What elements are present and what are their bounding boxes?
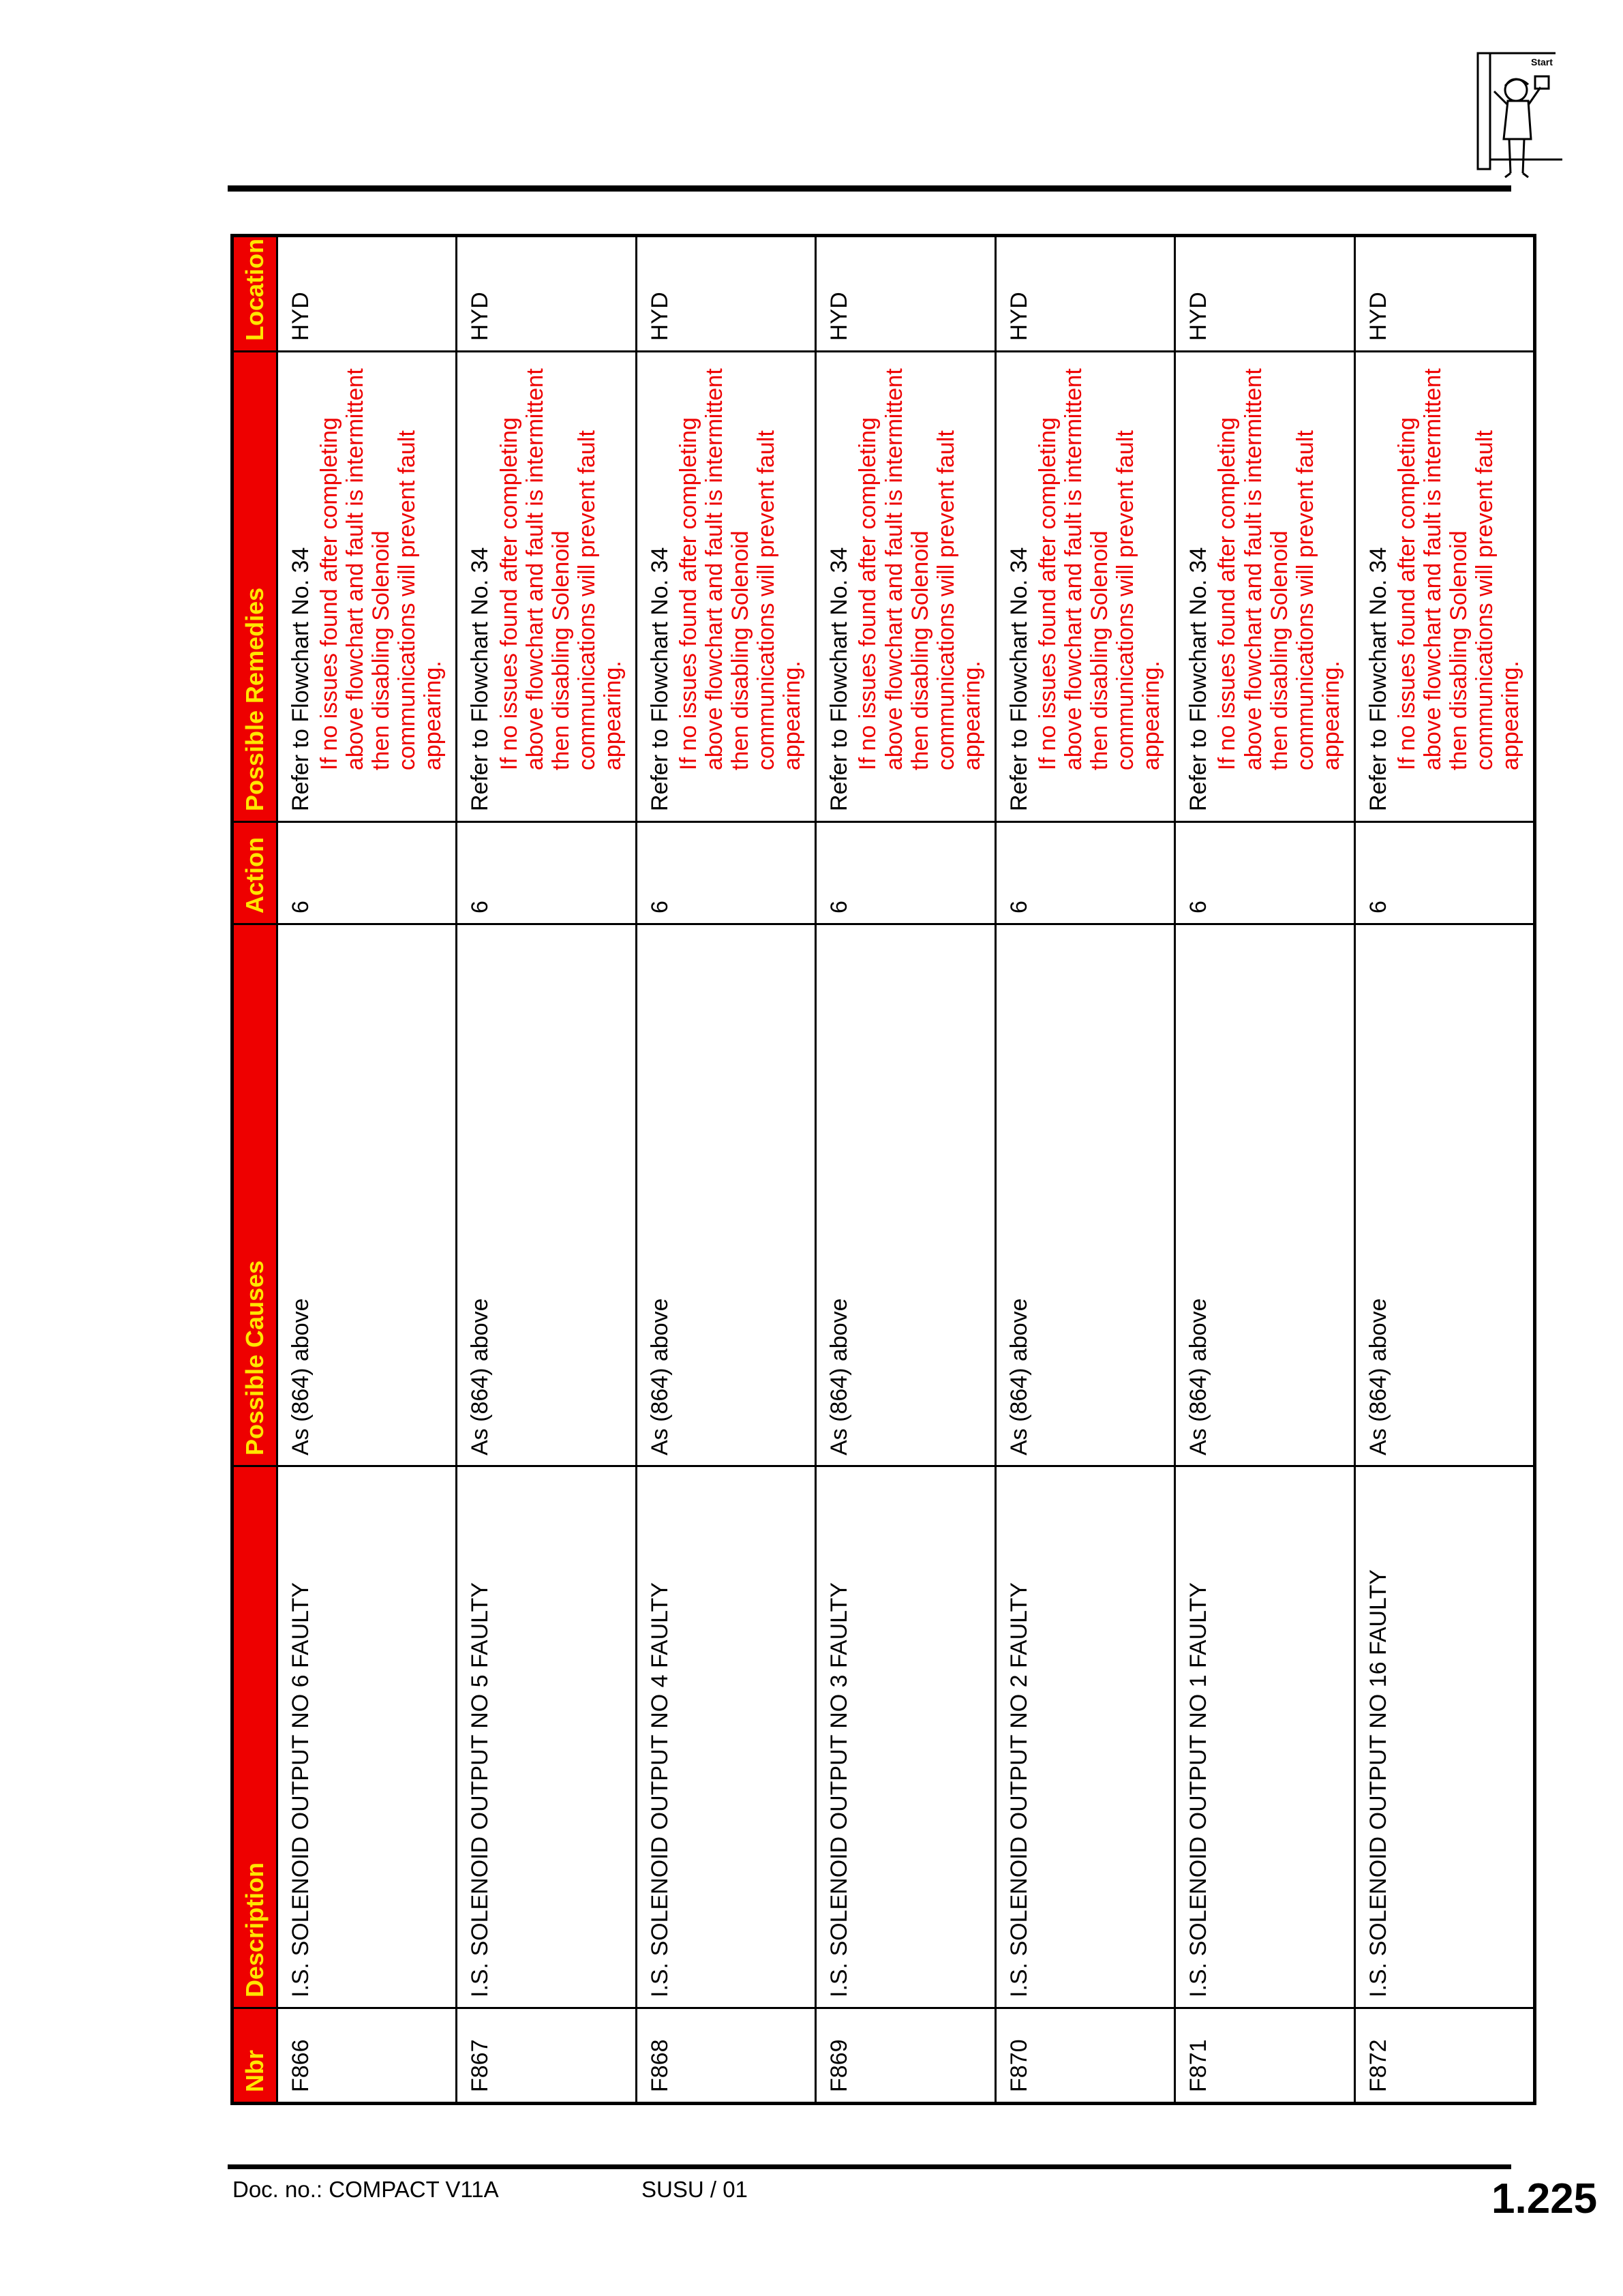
header-rule [228, 185, 1511, 192]
cell-cause: As (864) above [1175, 924, 1354, 1466]
cell-cause: As (864) above [636, 924, 815, 1466]
column-header-action: Action [232, 822, 277, 924]
cell-description: I.S. SOLENOID OUTPUT NO 2 FAULTY [995, 1466, 1174, 2008]
cell-action: 6 [995, 822, 1174, 924]
remedy-text: Refer to Flowchart No. 34 [1005, 547, 1032, 811]
remedy-note: If no issues found after completing above flowchart and fault is intermittent then disabling Solenoid communications will prevent fault appearing. [316, 368, 446, 770]
page-number: 1.225 [1491, 2175, 1598, 2222]
column-header-location: Location [232, 236, 277, 352]
cell-cause: As (864) above [457, 924, 636, 1466]
cell-cause: As (864) above [816, 924, 995, 1466]
cell-action: 6 [457, 822, 636, 924]
cell-nbr: F870 [995, 2008, 1174, 2104]
cell-location: HYD [1354, 236, 1534, 352]
remedy-text: Refer to Flowchart No. 34 [826, 547, 853, 811]
remedy-note: If no issues found after completing above flowchart and fault is intermittent then disabling Solenoid communications will prevent fault appearing. [1214, 368, 1344, 770]
remedy-note: If no issues found after completing above flowchart and fault is intermittent then disabling Solenoid communications will prevent fault appearing. [496, 368, 626, 770]
cell-location: HYD [995, 236, 1174, 352]
remedy-text: Refer to Flowchart No. 34 [1185, 547, 1212, 811]
fault-table-rotated [230, 237, 1524, 2105]
table-row [1354, 236, 1534, 2104]
table-header-row [232, 236, 277, 2104]
column-header-possible-remedies: Possible Remedies [232, 352, 277, 822]
remedy-text: Refer to Flowchart No. 34 [288, 547, 314, 811]
doc-number: Doc. no.: COMPACT V11A [232, 2177, 499, 2202]
table-row [995, 236, 1174, 2104]
remedy-text: Refer to Flowchart No. 34 [467, 547, 494, 811]
footer-rule [228, 2164, 1511, 2169]
table-row [277, 236, 457, 2104]
cell-remedy [636, 352, 815, 822]
fault-table [230, 234, 1536, 2105]
remedy-text: Refer to Flowchart No. 34 [1365, 547, 1391, 811]
logo-text: Start [1531, 57, 1553, 67]
table-row [457, 236, 636, 2104]
start-logo-icon [1474, 50, 1566, 187]
cell-cause: As (864) above [277, 924, 457, 1466]
cell-action: 6 [277, 822, 457, 924]
table-row [816, 236, 995, 2104]
doc-revision: SUSU / 01 [641, 2177, 748, 2202]
column-header-nbr: Nbr [232, 2008, 277, 2104]
cell-remedy [1175, 352, 1354, 822]
remedy-note: If no issues found after completing above flowchart and fault is intermittent then disabling Solenoid communications will prevent fault appearing. [676, 368, 806, 770]
cell-description: I.S. SOLENOID OUTPUT NO 5 FAULTY [457, 1466, 636, 2008]
table-row [636, 236, 815, 2104]
cell-location: HYD [277, 236, 457, 352]
cell-remedy [1354, 352, 1534, 822]
cell-action: 6 [636, 822, 815, 924]
cell-location: HYD [816, 236, 995, 352]
cell-remedy [277, 352, 457, 822]
cell-nbr: F872 [1354, 2008, 1534, 2104]
column-header-description: Description [232, 1466, 277, 2008]
remedy-text: Refer to Flowchart No. 34 [646, 547, 673, 811]
remedy-note: If no issues found after completing above flowchart and fault is intermittent then disabling Solenoid communications will prevent fault appearing. [1034, 368, 1165, 770]
cell-description: I.S. SOLENOID OUTPUT NO 4 FAULTY [636, 1466, 815, 2008]
cell-nbr: F869 [816, 2008, 995, 2104]
cell-action: 6 [816, 822, 995, 924]
cell-nbr: F868 [636, 2008, 815, 2104]
cell-action: 6 [1354, 822, 1534, 924]
cell-location: HYD [1175, 236, 1354, 352]
cell-nbr: F866 [277, 2008, 457, 2104]
cell-remedy [995, 352, 1174, 822]
cell-remedy [816, 352, 995, 822]
table-row [1175, 236, 1354, 2104]
cell-description: I.S. SOLENOID OUTPUT NO 1 FAULTY [1175, 1466, 1354, 2008]
remedy-note: If no issues found after completing above flowchart and fault is intermittent then disabling Solenoid communications will prevent fault appearing. [1393, 368, 1524, 770]
cell-location: HYD [457, 236, 636, 352]
cell-cause: As (864) above [995, 924, 1174, 1466]
cell-description: I.S. SOLENOID OUTPUT NO 16 FAULTY [1354, 1466, 1534, 2008]
cell-description: I.S. SOLENOID OUTPUT NO 3 FAULTY [816, 1466, 995, 2008]
cell-description: I.S. SOLENOID OUTPUT NO 6 FAULTY [277, 1466, 457, 2008]
column-header-possible-causes: Possible Causes [232, 924, 277, 1466]
cell-remedy [457, 352, 636, 822]
cell-nbr: F867 [457, 2008, 636, 2104]
cell-location: HYD [636, 236, 815, 352]
cell-nbr: F871 [1175, 2008, 1354, 2104]
remedy-note: If no issues found after completing above flowchart and fault is intermittent then disabling Solenoid communications will prevent fault appearing. [855, 368, 985, 770]
cell-cause: As (864) above [1354, 924, 1534, 1466]
cell-action: 6 [1175, 822, 1354, 924]
